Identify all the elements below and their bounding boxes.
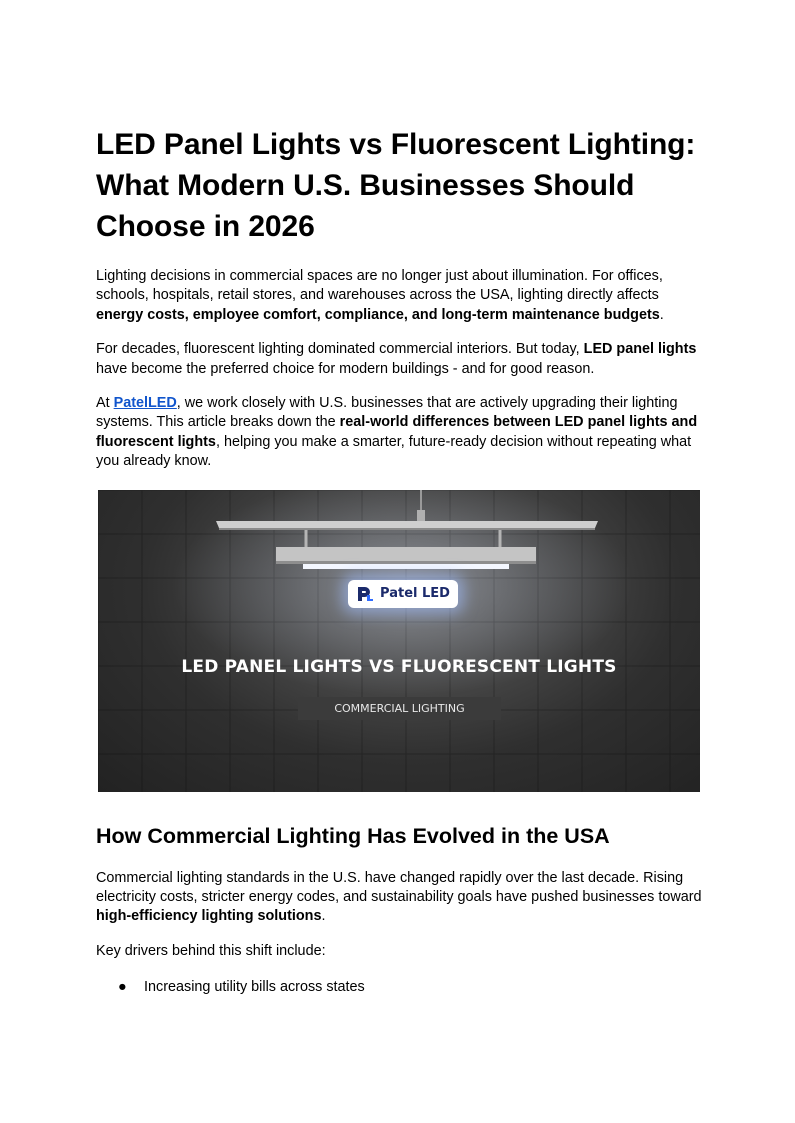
intro-p1-bold: energy costs, employee comfort, compliance, and long-term maintenance budgets [96,306,660,323]
document-page [96,124,706,998]
section-heading: How Commercial Lighting Has Evolved in the USA [96,823,610,848]
intro-p3-mid: , we work closely with U.S. businesses that are actively upgrading their lighting systems. This article breaks down the [96,395,678,431]
hero-subtitle: COMMERCIAL LIGHTING [298,697,501,720]
intro-p3-bold: real-world differences between LED panel lights and fluorescent lights [96,414,698,450]
list-item-text: Increasing utility bills across states [144,979,365,996]
panel-fixture [276,547,536,561]
pl-monogram-icon [356,585,374,603]
logo-text: Patel LED [380,586,450,602]
intro-p3-start: At [96,395,114,412]
upper-rail [216,521,598,528]
brand-logo [348,580,458,608]
intro-p1-end: . [659,306,664,323]
intro-paragraph-1 [96,267,706,325]
intro-p2-end: have become the preferred choice for modern buildings - and for good reason. [96,360,595,377]
light-tube [303,564,509,569]
patelled-link[interactable]: PatelLED [113,395,177,412]
hero-illustration [98,490,700,792]
intro-p3-end: , helping you make a smarter, future-ready decision without repeating what you already know. [96,433,692,470]
section-p1-text: Commercial lighting standards in the U.S. have changed rapidly over the last decade. Rising electricity costs, stricter energy codes, and sustainability goals have pushed businesses toward [96,869,702,906]
intro-p1-text: Lighting decisions in commercial spaces are no longer just about illumination. For offices, schools, hospitals, retail stores, and warehouses across the USA, lighting directly affects [96,268,663,304]
bullet-icon: ● [118,979,127,996]
intro-p2-bold: LED panel lights [583,341,697,358]
section-paragraph-2: Key drivers behind this shift include: [96,942,326,959]
intro-paragraph-2 [96,340,706,379]
hero-image [98,490,700,792]
list-item [96,978,706,997]
section-p1-end: . [321,908,326,925]
section-paragraph-1 [96,869,706,927]
intro-paragraph-3 [96,394,706,472]
hero-title: LED PANEL LIGHTS VS FLUORESCENT LIGHTS [181,656,617,677]
section-p1-bold: high-efficiency lighting solutions [96,908,322,925]
page-title: LED Panel Lights vs Fluorescent Lighting: What Modern U.S. Businesses Should Choose in 2026 [96,128,696,243]
drivers-list [96,978,706,997]
intro-p2-text: For decades, fluorescent lighting dominated commercial interiors. But today, [96,341,584,358]
